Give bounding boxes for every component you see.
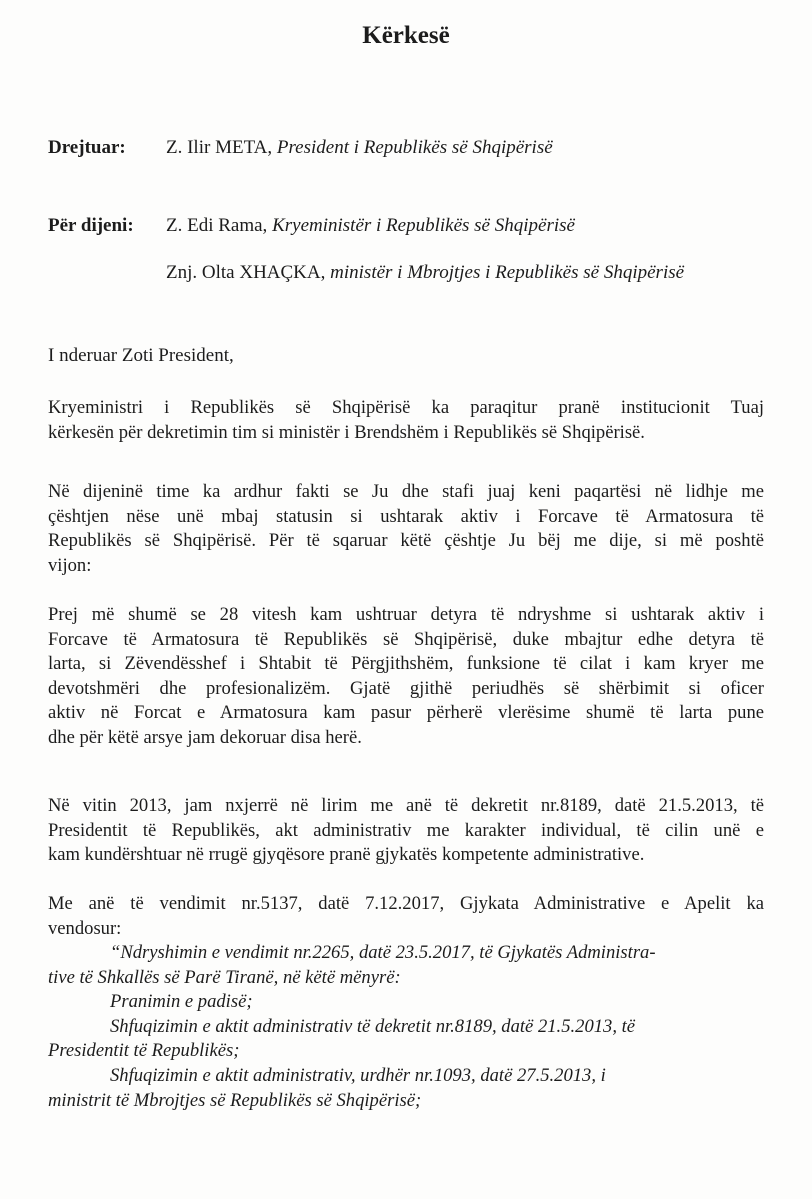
paragraph-line: Kryeministri i Republikës së Shqipërisë ka paraqitur pranë institucionit Tuaj (48, 397, 764, 418)
paragraph-line: Në dijeninë time ka ardhur fakti se Ju dhe stafi juaj keni paqartësi në lidhje me (48, 481, 764, 502)
paragraph-5 (48, 892, 764, 941)
cc-row-second (166, 261, 684, 285)
cc-label: Për dijeni: (48, 215, 134, 236)
cc-row-first (48, 214, 575, 238)
paragraph-3 (48, 603, 764, 751)
salutation: I nderuar Zoti President, (48, 345, 234, 366)
paragraph-line: vijon: (48, 554, 92, 576)
addressee-label: Drejtuar: (48, 137, 126, 158)
paragraph-line: larta, si Zëvendësshef i Shtabit të Përgjithshëm, funksione të cilat i kam kryer me (48, 653, 764, 675)
quote-line: ministrit të Mbrojtjes së Republikës së Shqipërisë; (48, 1089, 422, 1111)
paragraph-line: Në vitin 2013, jam nxjerrë në lirim me anë të dekretit nr.8189, datë 21.5.2013, të (48, 795, 764, 816)
paragraph-line: çështjen nëse unë mbaj statusin si ushtarak aktiv i Forcave të Armatosura të (48, 505, 764, 527)
paragraph-line: kam kundërshtuar në rrugë gjyqësore pranë gjykatës kompetente administrative. (48, 844, 645, 866)
addressee-role: President i Republikës së Shqipërisë (276, 137, 553, 158)
quoted-decision (48, 941, 764, 1113)
paragraph-4 (48, 794, 764, 868)
paragraph-line: Republikës së Shqipërisë. Për të sqaruar këtë çështje Ju bëj me dije, si më poshtë (48, 530, 764, 552)
paragraph-2 (48, 480, 764, 578)
cc-second-role: ministër i Mbrojtjes i Republikës së Shqipërisë (330, 262, 685, 283)
quote-line: tive të Shkallës së Parë Tiranë, në këtë mënyrë: (48, 966, 401, 988)
paragraph-line: vendosur: (48, 917, 122, 939)
quote-line: Presidentit të Republikës; (48, 1040, 240, 1062)
quote-line: Shfuqizimin e aktit administrativ të dekretit nr.8189, datë 21.5.2013, të (110, 1015, 636, 1037)
paragraph-line: Prej më shumë se 28 vitesh kam ushtruar detyra të ndryshme si ushtarak aktiv i (48, 604, 764, 625)
paragraph-line: Me anë të vendimit nr.5137, datë 7.12.2017, Gjykata Administrative e Apelit ka (48, 893, 764, 914)
document-title: Kërkesë (362, 22, 450, 49)
cc-first-name: Z. Edi Rama, (166, 215, 273, 236)
paragraph-line: aktiv në Forcat e Armatosura kam pasur përherë vlerësime shumë të larta pune (48, 702, 764, 724)
addressee-row (48, 136, 553, 160)
quote-line: Pranimin e padisë; (110, 991, 253, 1013)
paragraph-line: Presidentit të Republikës, akt administrativ me karakter individual, të cilin unë e (48, 819, 764, 841)
cc-second-name: Znj. Olta XHAÇKA, (166, 262, 331, 283)
paragraph-line: devotshmëri dhe profesionalizëm. Gjatë gjithë periudhës së shërbimit si oficer (48, 677, 764, 699)
paragraph-line: Forcave të Armatosura të Republikës së Shqipërisë, duke mbajtur edhe detyra të (48, 628, 764, 650)
paragraph-line: dhe për këtë arsye jam dekoruar disa herë. (48, 726, 362, 748)
addressee-name: Z. Ilir META, (166, 137, 277, 158)
paragraph-line: kërkesën për dekretimin tim si ministër i Brendshëm i Republikës së Shqipërisë. (48, 421, 645, 443)
quote-line: Shfuqizimin e aktit administrativ, urdhër nr.1093, datë 27.5.2013, i (110, 1064, 606, 1086)
cc-first-role: Kryeministër i Republikës së Shqipërisë (272, 215, 575, 236)
quote-line: “Ndryshimin e vendimit nr.2265, datë 23.5.2017, të Gjykatës Administra- (110, 942, 656, 963)
paragraph-1 (48, 396, 764, 445)
